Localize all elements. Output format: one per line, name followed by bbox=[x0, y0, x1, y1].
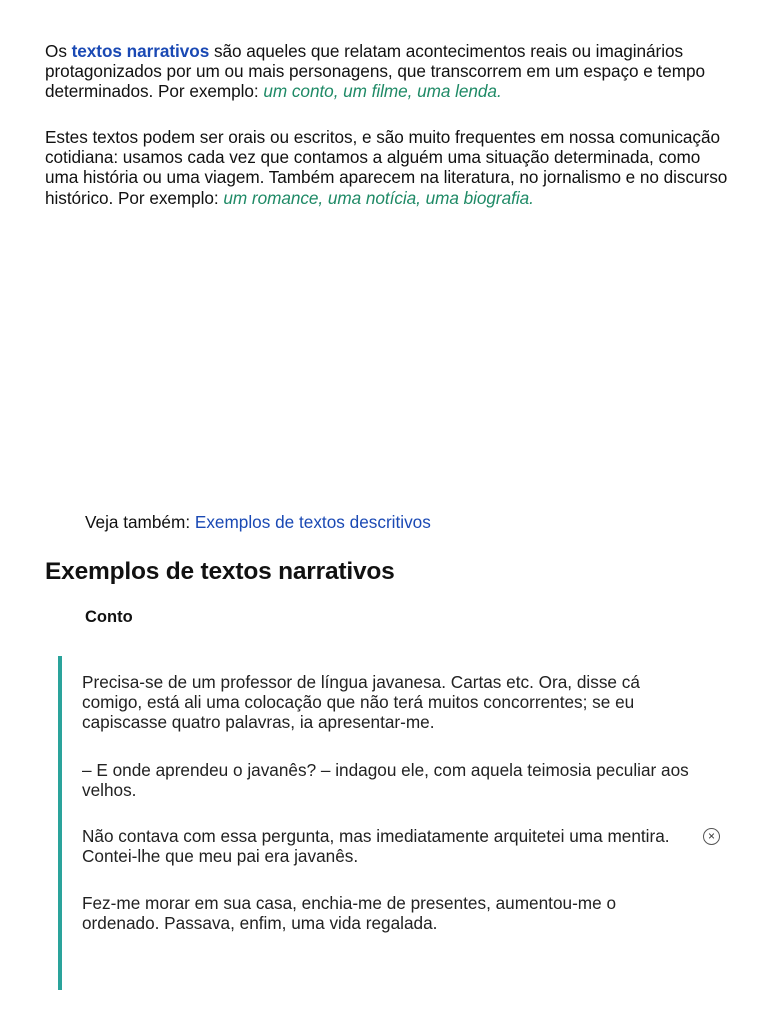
intro-p2-text: Estes textos podem ser orais ou escritos, e são muito frequentes em nossa comunicação cotidiana: usamos cada vez que contamos a alguém uma situação determinada, como uma história ou uma viagem. Também aparecem na literatura, no jornalismo e no discurso histórico. Por exemplo: bbox=[45, 127, 728, 208]
see-also-link[interactable]: Exemplos de textos descritivos bbox=[194, 512, 431, 532]
close-circle-icon[interactable]: × bbox=[703, 828, 720, 845]
quote-paragraph-4 bbox=[82, 893, 617, 934]
keyword-link-textos-narrativos[interactable]: textos narrativos bbox=[71, 41, 210, 61]
section-subtitle: Conto bbox=[85, 608, 133, 626]
intro-paragraph-2 bbox=[45, 127, 735, 208]
intro-p2-examples: um romance, uma notícia, uma biografia. bbox=[223, 187, 534, 208]
see-also-prefix: Veja também: bbox=[85, 512, 195, 532]
quote-paragraph-2: – E onde aprendeu o javanês? – indagou ele, com aquela teimosia peculiar aos velhos. bbox=[82, 760, 689, 801]
intro-p1-after: são aqueles que relatam acontecimentos reais ou imaginários protagonizados por um ou mais personagens, que transcorrem em um espaço e tempo determinados. Por exemplo: bbox=[45, 41, 706, 102]
quote-p4-line2: ordenado. Passava, enfim, uma vida regalada. bbox=[82, 913, 438, 934]
intro-p1-before: Os bbox=[45, 41, 72, 61]
quote-p4-line1: Fez-me morar em sua casa, enchia-me de presentes, aumentou-me o bbox=[82, 893, 617, 913]
quote-paragraph-3: Não contava com essa pergunta, mas imediatamente arquitetei uma mentira. Contei-lhe que meu pai era javanês. bbox=[82, 826, 670, 867]
quote-paragraph-1: Precisa-se de um professor de língua javanesa. Cartas etc. Ora, disse cá comigo, está ali uma colocação que não terá muitos concorrentes; se eu capiscasse quatro palavras, ia apresentar-me. bbox=[82, 672, 640, 733]
intro-paragraph-1 bbox=[45, 41, 735, 102]
blockquote-bar bbox=[58, 656, 62, 990]
section-title: Exemplos de textos narrativos bbox=[45, 558, 395, 585]
see-also bbox=[85, 512, 431, 532]
intro-p1-examples: um conto, um filme, uma lenda. bbox=[263, 81, 502, 102]
